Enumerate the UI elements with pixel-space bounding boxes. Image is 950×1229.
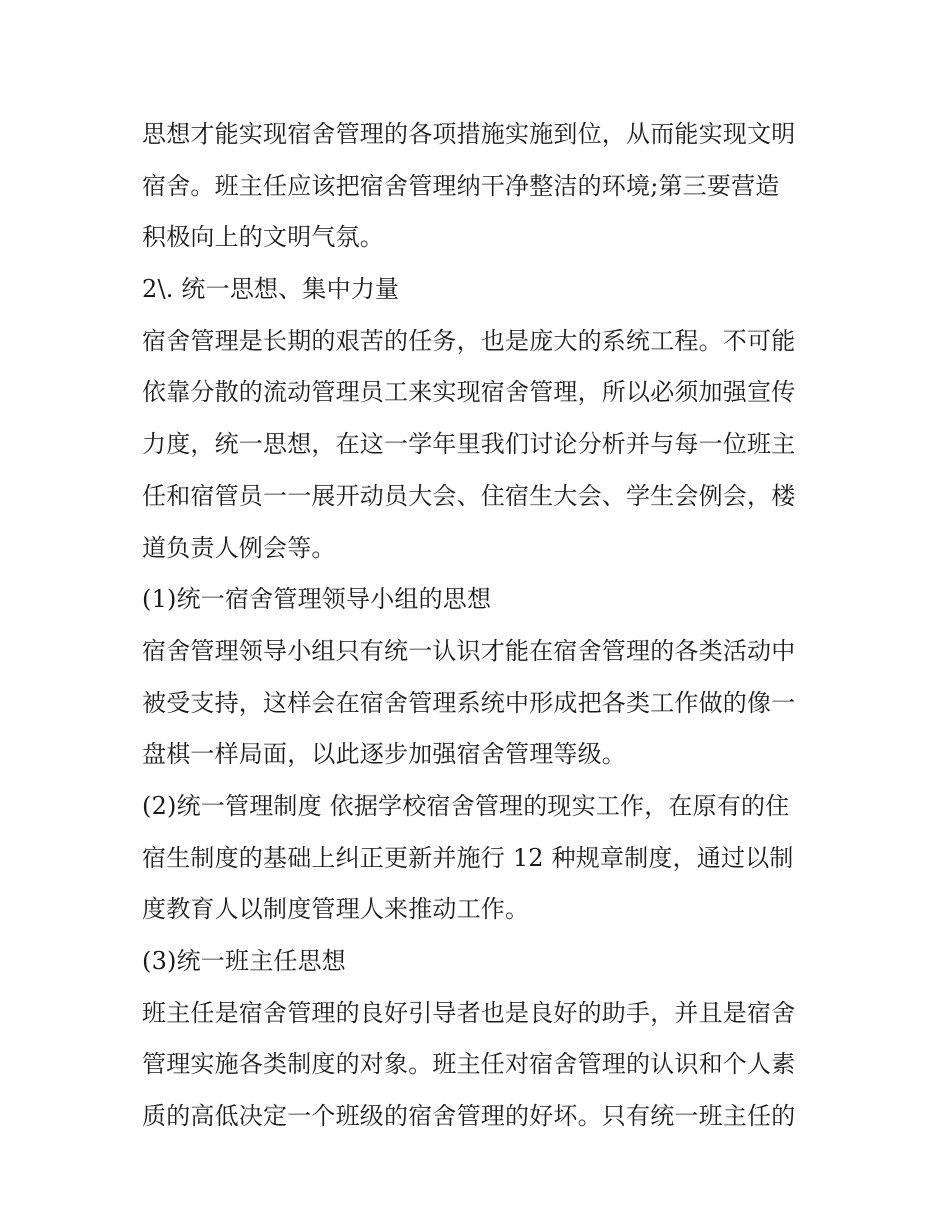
subheading-1: (1)统一宿舍管理领导小组的思想 — [142, 585, 492, 614]
text-line-15: 宿生制度的基础上纠正更新并施行 12 种规章制度，通过以制 — [142, 843, 794, 872]
text-line-6: 依靠分散的流动管理员工来实现宿舍管理，所以必须加强宣传 — [142, 378, 796, 407]
text-line-18: 班主任是宿舍管理的良好引导者也是良好的助手，并且是宿舍 — [142, 998, 796, 1027]
text-line-12: 被受支持，这样会在宿舍管理系统中形成把各类工作做的像一 — [142, 688, 796, 717]
document-body — [142, 109, 822, 1143]
text-line-7: 力度，统一思想，在这一学年里我们讨论分析并与每一位班主 — [142, 430, 796, 459]
text-line-5: 宿舍管理是长期的艰苦的任务，也是庞大的系统工程。不可能 — [142, 326, 796, 355]
section-heading: 2\. 统一思想、集中力量 — [142, 275, 400, 304]
text-line-11: 宿舍管理领导小组只有统一认识才能在宿舍管理的各类活动中 — [142, 636, 796, 665]
subheading-2: (2)统一管理制度 依据学校宿舍管理的现实工作，在原有的住 — [142, 791, 790, 820]
text-line-3: 积极向上的文明气氛。 — [142, 223, 384, 252]
text-line-13: 盘棋一样局面，以此逐步加强宿舍管理等级。 — [142, 740, 626, 769]
text-line-8: 任和宿管员一一展开动员大会、住宿生大会、学生会例会，楼 — [142, 481, 796, 510]
text-line-9: 道负责人例会等。 — [142, 533, 336, 562]
text-line-16: 度教育人以制度管理人来推动工作。 — [142, 895, 530, 924]
text-line-19: 管理实施各类制度的对象。班主任对宿舍管理的认识和个人素 — [142, 1050, 796, 1079]
text-line-2: 宿舍。班主任应该把宿舍管理纳干净整洁的环境;第三要营造 — [142, 171, 780, 200]
text-line-20: 质的高低决定一个班级的宿舍管理的好坏。只有统一班主任的 — [142, 1102, 796, 1131]
subheading-3: (3)统一班主任思想 — [142, 947, 346, 975]
text-line-1: 思想才能实现宿舍管理的各项措施实施到位，从而能实现文明 — [142, 120, 796, 148]
